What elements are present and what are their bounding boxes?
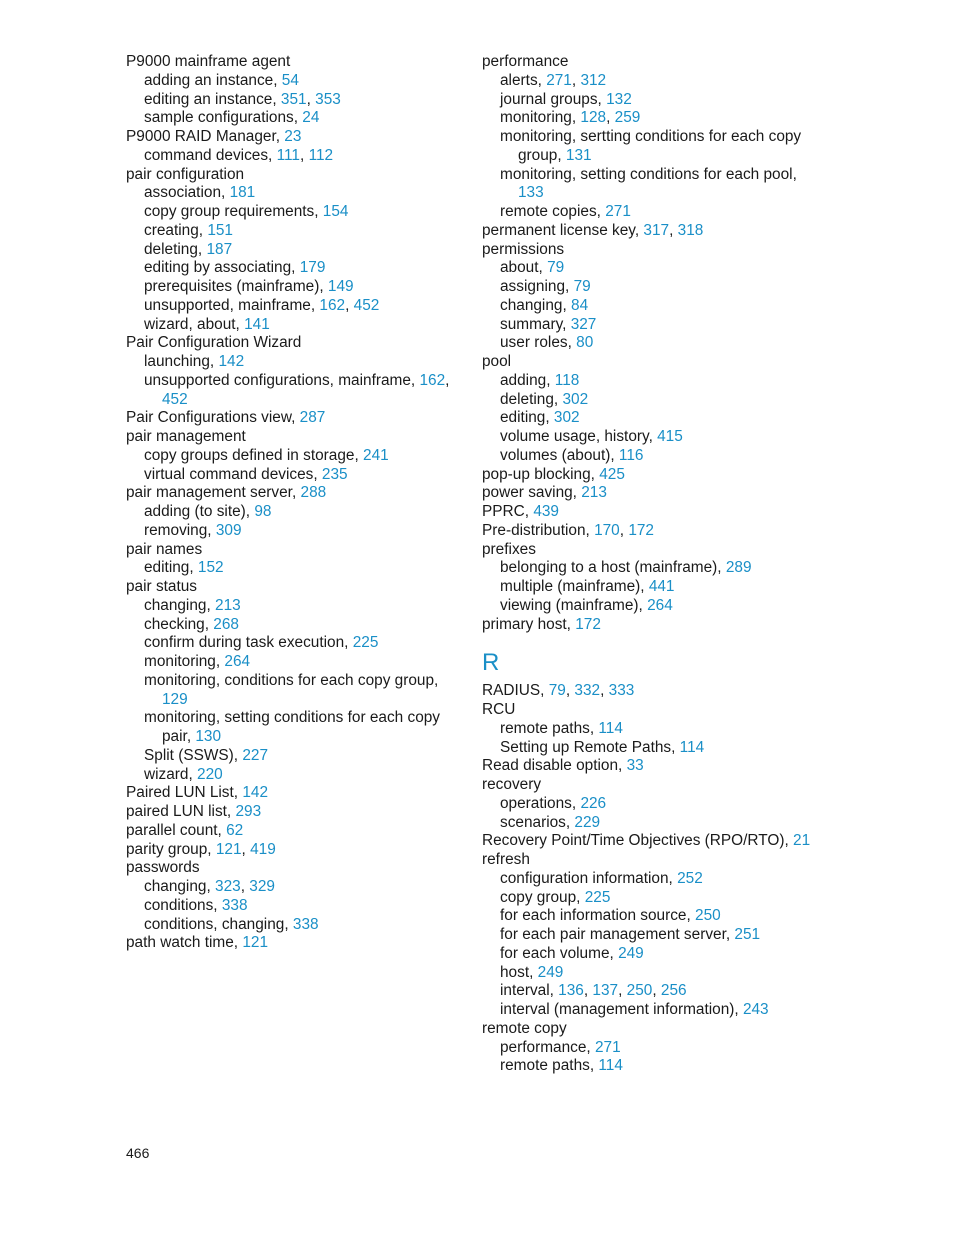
page-link[interactable]: 21	[793, 832, 811, 850]
page-link[interactable]: 121	[215, 840, 242, 858]
page-link[interactable]: 136	[558, 982, 584, 1000]
index-term: command devices,	[144, 146, 277, 164]
index-subentry	[482, 166, 812, 204]
page-link[interactable]: 419	[250, 840, 276, 858]
page-link[interactable]: 327	[570, 315, 597, 333]
index-term: adding,	[500, 371, 555, 389]
index-term: volumes (about),	[500, 446, 619, 464]
page-link[interactable]: 226	[580, 794, 607, 812]
index-entry	[126, 428, 456, 447]
index-subentry	[482, 1039, 812, 1058]
index-subentry	[126, 916, 456, 935]
index-subentry	[482, 597, 812, 616]
page-link[interactable]: 227	[242, 746, 269, 764]
index-term: copy groups defined in storage,	[144, 446, 364, 464]
page-link[interactable]: 112	[308, 146, 334, 164]
index-subentry	[126, 72, 456, 91]
index-term: permanent license key,	[482, 221, 644, 239]
index-entry	[482, 503, 812, 522]
index-term: confirm during task execution,	[144, 634, 353, 652]
page-link[interactable]: 256	[660, 982, 687, 1000]
index-subentry	[126, 241, 456, 260]
index-subentry	[482, 428, 812, 447]
page-link[interactable]: 309	[215, 521, 242, 539]
page-link[interactable]: 250	[695, 907, 721, 925]
index-subentry	[482, 945, 812, 964]
index-subentry	[482, 297, 812, 316]
index-term: deleting,	[500, 390, 563, 408]
index-term: monitoring, setting conditions for each pool,	[500, 165, 797, 183]
index-term: unsupported configurations, mainframe,	[144, 371, 420, 389]
index-term: refresh	[482, 851, 530, 868]
index-subentry	[482, 578, 812, 597]
index-term: interval (management information),	[500, 1001, 743, 1018]
page-link[interactable]: 133	[518, 184, 544, 202]
index-term: launching,	[144, 353, 219, 370]
index-subentry	[126, 634, 456, 653]
index-subentry	[482, 316, 812, 335]
page-link[interactable]: 351	[280, 90, 307, 108]
index-subentry	[126, 897, 456, 916]
index-subentry	[126, 316, 456, 335]
page-link[interactable]: 172	[628, 521, 654, 539]
index-subentry	[126, 559, 456, 578]
page-link[interactable]: 170	[594, 521, 620, 539]
index-term: for each pair management server,	[500, 926, 735, 943]
page-link[interactable]: 114	[598, 1057, 623, 1075]
index-subentry	[482, 739, 812, 758]
page-link[interactable]: 23	[284, 128, 302, 145]
page-link[interactable]: 130	[195, 728, 222, 745]
index-term: RCU	[482, 701, 516, 718]
index-entry	[126, 484, 456, 503]
page-link[interactable]: 241	[363, 446, 389, 464]
page-link[interactable]: 250	[626, 982, 653, 1000]
index-term: conditions, changing,	[144, 915, 293, 933]
page-link[interactable]: 338	[292, 915, 319, 933]
page-link[interactable]: 264	[224, 653, 251, 670]
index-entry	[482, 53, 812, 72]
page-number: 466	[126, 1145, 150, 1161]
page-link[interactable]: 151	[207, 221, 233, 239]
page-link[interactable]: 162	[319, 296, 346, 314]
index-term: Read disable option,	[482, 757, 627, 775]
index-term: wizard, about,	[144, 315, 245, 333]
index-term: creating,	[144, 221, 208, 239]
index-subentry: command devices, 111, 112	[144, 146, 334, 164]
page-link[interactable]: 98	[254, 503, 272, 520]
index-term: pop-up blocking,	[482, 465, 600, 483]
index-term: association,	[144, 184, 230, 202]
page-link[interactable]: 312	[580, 71, 607, 89]
index-subentry	[482, 391, 812, 410]
index-term: for each information source,	[500, 907, 696, 925]
index-column-right	[482, 53, 812, 1076]
index-subentry	[482, 559, 812, 578]
index-term: editing an instance,	[144, 90, 281, 108]
index-term: summary,	[500, 315, 571, 333]
index-term: editing,	[144, 559, 198, 577]
page-link[interactable]: 79	[548, 682, 566, 700]
index-subentry	[126, 447, 456, 466]
index-subentry	[126, 466, 456, 485]
index-term: monitoring, setting conditions for each copy pair,	[144, 709, 441, 745]
index-entry	[482, 701, 812, 720]
index-term: recovery	[482, 776, 542, 793]
page-link[interactable]: 271	[605, 203, 631, 220]
index-term: journal groups,	[500, 90, 607, 108]
page-link[interactable]: 220	[197, 765, 223, 783]
index-subentry	[482, 926, 812, 945]
index-subentry	[482, 278, 812, 297]
page-link[interactable]: 154	[322, 203, 349, 220]
page-link[interactable]: 213	[215, 596, 241, 614]
index-entry	[482, 484, 812, 503]
page-link[interactable]: 415	[657, 428, 683, 445]
index-subentry: editing an instance, 351, 353	[144, 90, 341, 108]
page-link[interactable]: 249	[537, 963, 564, 981]
page-link[interactable]: 271	[546, 71, 572, 89]
index-subentry	[126, 522, 456, 541]
index-term: passwords	[126, 859, 200, 877]
page-link[interactable]: 318	[677, 221, 704, 239]
index-subentry: alerts, 271, 312	[500, 71, 607, 89]
index-entry	[482, 241, 812, 260]
page-link[interactable]: 54	[281, 71, 299, 89]
index-entry	[126, 334, 456, 353]
page-link[interactable]: 268	[213, 615, 239, 633]
page-link[interactable]: 425	[599, 465, 625, 483]
index-term: changing,	[500, 296, 572, 314]
index-term: copy group requirements,	[144, 203, 323, 220]
index-term: parity group,	[126, 840, 216, 858]
index-entry	[126, 822, 456, 841]
index-subentry	[126, 766, 456, 785]
index-term: Split (SSWS),	[144, 746, 243, 764]
page-link[interactable]: 84	[571, 296, 589, 314]
page-link[interactable]: 132	[606, 90, 632, 108]
index-term: alerts,	[500, 71, 547, 89]
index-term: Recovery Point/Time Objectives (RPO/RTO),	[482, 832, 794, 850]
index-term: pair names	[126, 540, 203, 558]
index-subentry	[126, 353, 456, 372]
index-term: configuration information,	[500, 869, 678, 887]
index-term: adding an instance,	[144, 71, 282, 89]
index-term: Setting up Remote Paths,	[500, 738, 680, 756]
index-subentry	[482, 889, 812, 908]
index-subentry	[482, 409, 812, 428]
index-term: virtual command devices,	[144, 465, 322, 483]
page-link[interactable]: 332	[574, 682, 601, 700]
index-term: pair status	[126, 578, 198, 595]
index-term: assigning,	[500, 278, 574, 295]
page-link[interactable]: 62	[226, 821, 244, 839]
index-subentry	[482, 203, 812, 222]
index-subentry	[482, 447, 812, 466]
page-link[interactable]: 353	[315, 90, 341, 108]
index-subentry	[126, 709, 456, 747]
index-term: permissions	[482, 240, 565, 258]
index-term: scenarios,	[500, 813, 575, 831]
index-entry	[482, 851, 812, 870]
page-link[interactable]: 225	[352, 634, 379, 652]
index-term: P9000 RAID Manager,	[126, 128, 285, 145]
page-link[interactable]: 137	[592, 982, 619, 1000]
page-link[interactable]: 317	[643, 221, 670, 239]
index-entry	[482, 616, 812, 635]
page-link[interactable]: 33	[626, 757, 644, 775]
index-entry	[126, 128, 456, 147]
index-term: Pair Configuration Wizard	[126, 334, 302, 352]
page-link[interactable]: 452	[353, 296, 380, 314]
index-term: belonging to a host (mainframe),	[500, 559, 726, 577]
page-link[interactable]: 116	[618, 446, 644, 464]
index-term: prerequisites (mainframe),	[144, 278, 328, 295]
index-subentry	[126, 503, 456, 522]
page-link[interactable]: 452	[162, 390, 188, 408]
page-link[interactable]: 302	[553, 409, 580, 427]
index-term: prefixes	[482, 540, 536, 558]
index-term: path watch time,	[126, 934, 243, 952]
index-entry: parity group, 121, 419	[126, 840, 276, 858]
index-entry: Pre-distribution, 170, 172	[482, 521, 654, 539]
index-term: remote paths,	[500, 719, 599, 737]
page-link[interactable]: 187	[206, 240, 233, 258]
index-subentry	[126, 672, 456, 710]
index-subentry	[126, 653, 456, 672]
index-term: interval,	[500, 982, 559, 1000]
page-link[interactable]: 24	[302, 109, 320, 127]
index-term: pair management	[126, 428, 246, 445]
index-entry	[482, 757, 812, 776]
index-term: performance	[482, 53, 569, 70]
page-link[interactable]: 179	[299, 259, 326, 277]
page-link[interactable]: 264	[647, 596, 673, 614]
index-subentry: unsupported configurations, mainframe, 162, 452	[144, 371, 450, 408]
page-link[interactable]: 128	[580, 109, 607, 127]
index-term: remote copies,	[500, 203, 606, 220]
index-term: editing,	[500, 409, 554, 427]
index-term: RADIUS,	[482, 682, 549, 700]
page-link[interactable]: 114	[598, 719, 623, 737]
page-link[interactable]: 338	[221, 896, 248, 914]
index-term: parallel count,	[126, 821, 227, 839]
page-link[interactable]: 243	[742, 1001, 769, 1018]
index-subentry	[482, 964, 812, 983]
index-term: performance,	[500, 1038, 595, 1056]
page-link[interactable]: 142	[242, 784, 269, 802]
index-term: primary host,	[482, 615, 576, 633]
index-term: user roles,	[500, 334, 577, 352]
page-link[interactable]: 333	[608, 682, 635, 700]
page-link[interactable]: 149	[327, 278, 354, 295]
index-term: remote copy	[482, 1019, 567, 1037]
index-term: copy group,	[500, 888, 585, 906]
page-link[interactable]: 225	[584, 888, 611, 906]
index-subentry	[482, 259, 812, 278]
index-subentry: interval, 136, 137, 250, 256	[500, 982, 687, 1000]
index-subentry	[482, 795, 812, 814]
index-entry	[126, 166, 456, 185]
index-subentry	[126, 184, 456, 203]
index-subentry	[482, 814, 812, 833]
index-term: volume usage, history,	[500, 428, 658, 445]
index-subentry	[126, 278, 456, 297]
page-link[interactable]: 229	[574, 813, 601, 831]
index-entry	[482, 1020, 812, 1039]
page-link[interactable]: 118	[554, 371, 580, 389]
index-entry	[126, 578, 456, 597]
page-link[interactable]: 441	[648, 578, 675, 595]
index-subentry	[126, 597, 456, 616]
index-subentry: monitoring, 128, 259	[500, 109, 641, 127]
page-link[interactable]: 251	[734, 926, 761, 943]
page-link[interactable]: 114	[679, 738, 705, 756]
index-entry	[482, 541, 812, 560]
index-term: wizard,	[144, 765, 198, 783]
index-subentry	[126, 747, 456, 766]
page-link[interactable]: 293	[235, 803, 262, 820]
page-link[interactable]: 79	[547, 259, 565, 277]
index-entry	[482, 832, 812, 851]
index-subentry	[482, 1057, 812, 1076]
index-term: pair management server,	[126, 484, 301, 502]
index-entry	[126, 53, 456, 72]
index-term: operations,	[500, 794, 581, 812]
page-link[interactable]: 287	[299, 409, 326, 427]
index-subentry	[482, 91, 812, 110]
page-link[interactable]: 111	[276, 146, 300, 164]
index-subentry	[482, 720, 812, 739]
index-term: for each volume,	[500, 944, 619, 962]
index-term: monitoring,	[144, 653, 225, 670]
page-link[interactable]: 271	[594, 1038, 621, 1056]
index-entry	[482, 466, 812, 485]
index-term: pair configuration	[126, 165, 245, 183]
page-link[interactable]: 162	[419, 371, 446, 389]
index-term: remote paths,	[500, 1057, 599, 1075]
index-term: host,	[500, 963, 538, 981]
index-term: changing,	[144, 878, 216, 895]
page-link[interactable]: 252	[677, 869, 703, 887]
index-entry	[126, 859, 456, 878]
index-entry	[126, 541, 456, 560]
index-term: checking,	[144, 615, 214, 633]
index-term: sample configurations,	[144, 109, 303, 127]
index-term: adding (to site),	[144, 503, 255, 520]
index-term: about,	[500, 259, 548, 277]
index-entry	[482, 776, 812, 795]
index-subentry	[482, 372, 812, 391]
index-term: PPRC,	[482, 503, 534, 520]
index-entry	[482, 353, 812, 372]
page-link[interactable]: 289	[725, 559, 752, 577]
index-term: pool	[482, 353, 512, 370]
index-term: editing by associating,	[144, 259, 300, 277]
index-subentry	[482, 1001, 812, 1020]
page-link[interactable]: 439	[533, 503, 559, 520]
page-link[interactable]: 80	[576, 334, 594, 352]
page-link[interactable]: 142	[218, 353, 245, 370]
page-link[interactable]: 79	[573, 278, 591, 295]
section-letter: R	[482, 649, 500, 677]
index-term: multiple (mainframe),	[500, 578, 649, 595]
index-term: removing,	[144, 521, 216, 539]
page-link[interactable]: 121	[242, 934, 269, 952]
index-column-left	[126, 53, 456, 953]
index-term: power saving,	[482, 484, 582, 502]
index-term: paired LUN list,	[126, 803, 236, 820]
index-entry: permanent license key, 317, 318	[482, 221, 704, 239]
index-subentry	[126, 222, 456, 241]
index-term: unsupported, mainframe,	[144, 296, 320, 314]
index-term: Paired LUN List,	[126, 784, 243, 802]
index-term: viewing (mainframe),	[500, 596, 648, 614]
index-entry	[126, 934, 456, 953]
index-subentry	[482, 128, 812, 166]
page-link[interactable]: 129	[162, 690, 188, 708]
index-subentry: changing, 323, 329	[144, 878, 275, 895]
index-subentry	[126, 203, 456, 222]
page-link[interactable]: 235	[321, 465, 348, 483]
index-term: deleting,	[144, 240, 207, 258]
page-link[interactable]: 152	[197, 559, 224, 577]
index-term: changing,	[144, 596, 216, 614]
index-term: monitoring, conditions for each copy group,	[144, 671, 439, 689]
index-subentry	[482, 870, 812, 889]
index-term: monitoring, sertting conditions for each copy group,	[500, 128, 802, 164]
index-subentry	[126, 616, 456, 635]
index-term: Pair Configurations view,	[126, 409, 300, 427]
index-subentry	[126, 259, 456, 278]
page-link[interactable]: 302	[562, 390, 589, 408]
index-entry: RADIUS, 79, 332, 333	[482, 682, 635, 700]
index-entry	[126, 409, 456, 428]
index-term: Pre-distribution,	[482, 521, 595, 539]
index-entry	[126, 803, 456, 822]
index-entry	[126, 784, 456, 803]
index-term: conditions,	[144, 896, 222, 914]
index-subentry	[482, 907, 812, 926]
page-link[interactable]: 181	[229, 184, 256, 202]
page-link[interactable]: 172	[575, 615, 601, 633]
page-link[interactable]: 141	[244, 315, 270, 333]
index-term: monitoring,	[500, 109, 581, 127]
page-link[interactable]: 323	[215, 878, 241, 895]
index-subentry	[126, 109, 456, 128]
page-link[interactable]: 329	[249, 878, 275, 895]
page-link[interactable]: 259	[614, 109, 641, 127]
index-subentry	[482, 334, 812, 353]
page-link[interactable]: 213	[581, 484, 607, 502]
page-link[interactable]: 249	[618, 944, 644, 962]
index-term: P9000 mainframe agent	[126, 53, 291, 70]
page-link[interactable]: 288	[300, 484, 327, 502]
page-link[interactable]: 131	[565, 146, 592, 164]
index-subentry: unsupported, mainframe, 162, 452	[144, 296, 380, 314]
